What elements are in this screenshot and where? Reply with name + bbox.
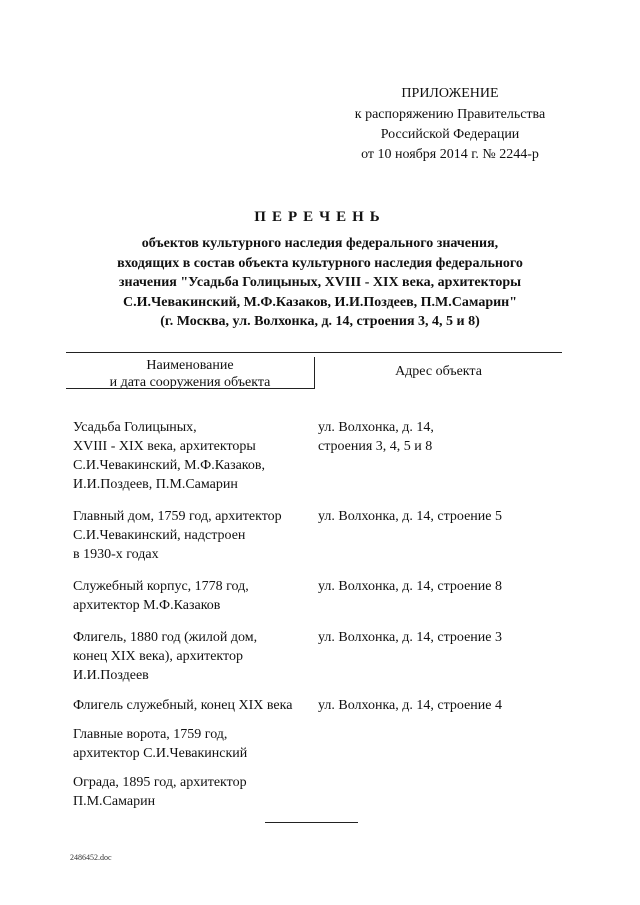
object-name-line: И.И.Поздеев [73, 668, 149, 683]
table-row [73, 725, 573, 763]
object-name [73, 696, 318, 715]
table-header [66, 352, 562, 388]
object-address-line: ул. Волхонка, д. 14, строение 5 [318, 509, 502, 524]
object-name [73, 418, 318, 494]
table-row [73, 628, 573, 685]
object-name-line: Флигель служебный, конец XIX века [73, 698, 293, 713]
list-subtitle [0, 234, 640, 332]
subtitle-line: значения "Усадьба Голицыных, XVIII - XIX века, архитекторы [118, 275, 522, 290]
subtitle-line: входящих в состав объекта культурного наследия федерального [117, 255, 523, 271]
table-row [73, 696, 573, 715]
table-row [73, 507, 573, 564]
header-name-column [66, 357, 315, 389]
object-name-line: архитектор С.И.Чевакинский [73, 746, 248, 761]
object-name-line: П.М.Самарин [73, 794, 156, 809]
object-name-line: Служебный корпус, 1778 год, [73, 579, 249, 594]
object-name [73, 725, 318, 763]
object-name-line: С.И.Чевакинский, надстроен [73, 528, 246, 543]
object-name-line: архитектор М.Ф.Казаков [73, 598, 221, 613]
object-name-line: в 1930-х годах [73, 547, 159, 562]
subtitle-line: (г. Москва, ул. Волхонка, д. 14, строения 3, 4, 5 и 8) [160, 314, 480, 329]
object-name-line: XVIII - XIX века, архитекторы [73, 439, 256, 454]
object-address-line: ул. Волхонка, д. 14, строение 4 [318, 698, 502, 713]
object-address-line: ул. Волхонка, д. 14, строение 3 [318, 630, 502, 645]
object-name-line: Флигель, 1880 год (жилой дом, [73, 630, 258, 645]
list-title: ПЕРЕЧЕНЬ [254, 209, 386, 225]
header-address-column: Адрес объекта [395, 364, 482, 379]
appendix-heading: ПРИЛОЖЕНИЕ [401, 86, 499, 101]
object-name [73, 507, 318, 564]
header-name-line-2: и дата сооружения объекта [109, 375, 271, 390]
subtitle-line: объектов культурного наследия федерального значения, [141, 236, 499, 251]
object-name-line: Главный дом, 1759 год, архитектор [73, 509, 282, 524]
appendix-line-1: к распоряжению Правительства [354, 107, 546, 122]
appendix-line-3: от 10 ноября 2014 г. № 2244-р [361, 147, 539, 162]
object-address-line: ул. Волхонка, д. 14, [318, 420, 434, 435]
object-name-line: Ограда, 1895 год, архитектор [73, 775, 247, 790]
object-address-line: ул. Волхонка, д. 14, строение 8 [318, 579, 502, 594]
appendix-line-2: Российской Федерации [380, 127, 520, 142]
object-address [318, 418, 558, 456]
subtitle-line: С.И.Чевакинский, М.Ф.Казаков, И.И.Поздеев, П.М.Самарин" [122, 294, 518, 310]
object-address-line: строения 3, 4, 5 и 8 [318, 439, 433, 454]
object-name [73, 577, 318, 615]
object-name [73, 773, 318, 811]
object-address [318, 696, 558, 715]
document-code: 2486452.doc [70, 853, 112, 862]
table-row [73, 773, 573, 811]
object-name-line: И.И.Поздеев, П.М.Самарин [73, 477, 238, 492]
appendix-block [330, 84, 570, 165]
objects-list [73, 406, 573, 811]
object-address [318, 577, 558, 596]
object-name-line: конец XIX века), архитектор [73, 649, 243, 664]
header-name-line-1: Наименование [146, 358, 234, 373]
end-divider [265, 822, 358, 823]
object-address [318, 628, 558, 647]
table-row [73, 418, 573, 494]
object-name [73, 628, 318, 685]
object-name-line: С.И.Чевакинский, М.Ф.Казаков, [73, 458, 266, 473]
object-address [318, 507, 558, 526]
object-name-line: Усадьба Голицыных, [73, 420, 197, 435]
table-row [73, 577, 573, 615]
object-name-line: Главные ворота, 1759 год, [73, 727, 228, 742]
